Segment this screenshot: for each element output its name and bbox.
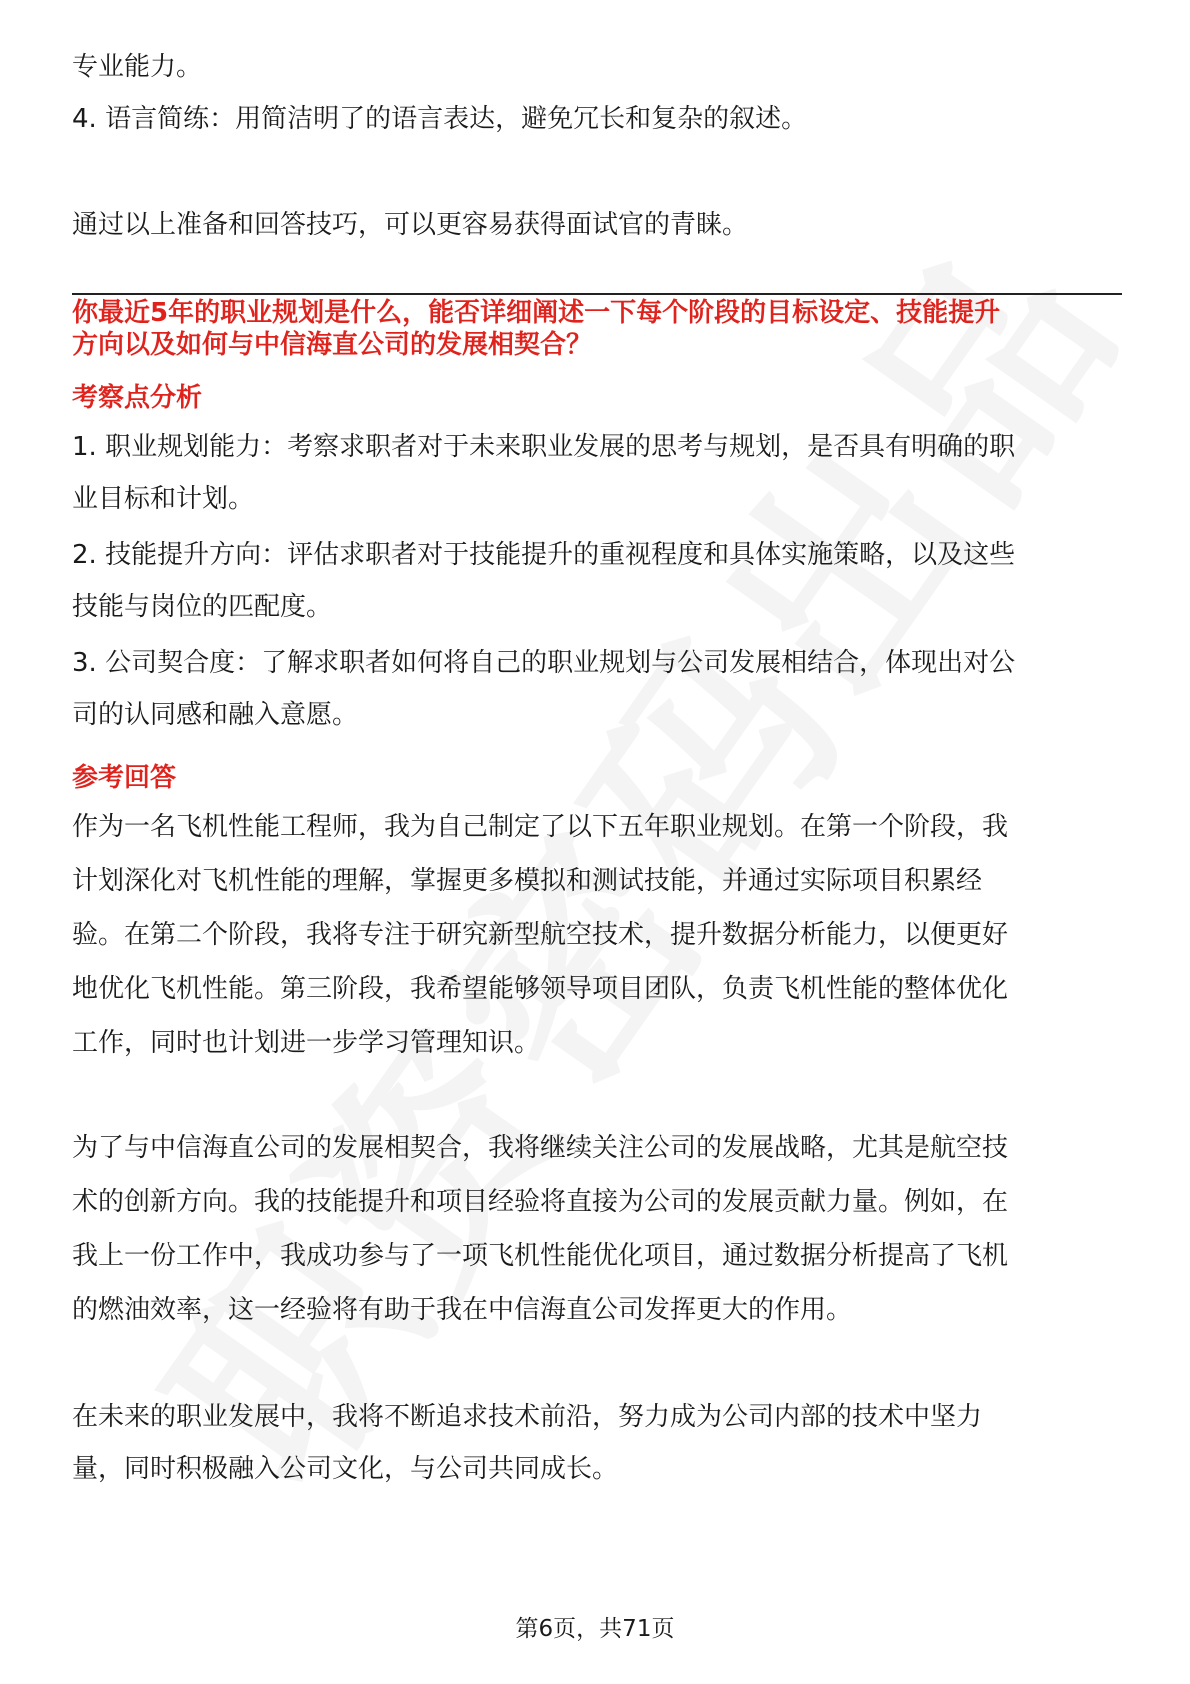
answer-p1-line: 计划深化对飞机性能的理解，掌握更多模拟和测试技能，并通过实际项目积累经 — [72, 866, 983, 896]
answer-p2-line: 的燃油效率，这一经验将有助于我在中信海直公司发挥更大的作用。 — [72, 1295, 853, 1325]
analysis-item-1: 1. 职业规划能力：考察求职者对于未来职业发展的思考与规划，是否具有明确的职 — [72, 432, 1016, 462]
page-number: 第6页，共71页 — [515, 1616, 675, 1642]
analysis-item-3-cont: 司的认同感和融入意愿。 — [72, 700, 359, 730]
answer-p3-line: 量，同时积极融入公司文化，与公司共同成长。 — [72, 1454, 619, 1484]
answer-p1-line: 地优化飞机性能。第三阶段，我希望能够领导项目团队，负责飞机性能的整体优化 — [72, 974, 1009, 1004]
question-title-line2: 方向以及如何与中信海直公司的发展相契合？ — [72, 330, 593, 360]
summary-line: 通过以上准备和回答技巧，可以更容易获得面试官的青睐。 — [72, 210, 749, 240]
text-line: 专业能力。 — [72, 52, 203, 82]
divider — [72, 293, 1122, 295]
question-title-line1: 你最近5年的职业规划是什么，能否详细阐述一下每个阶段的目标设定、技能提升 — [72, 298, 1001, 328]
answer-heading: 参考回答 — [72, 763, 177, 793]
list-item-4: 4. 语言简练：用简洁明了的语言表达，避免冗长和复杂的叙述。 — [72, 104, 808, 134]
analysis-item-2: 2. 技能提升方向：评估求职者对于技能提升的重视程度和具体实施策略，以及这些 — [72, 540, 1016, 570]
answer-p1-line: 验。在第二个阶段，我将专注于研究新型航空技术，提升数据分析能力，以便更好 — [72, 920, 1009, 950]
answer-p1-line: 工作，同时也计划进一步学习管理知识。 — [72, 1028, 541, 1058]
answer-p3-line: 在未来的职业发展中，我将不断追求技术前沿，努力成为公司内部的技术中坚力 — [72, 1402, 983, 1432]
answer-p2-line: 术的创新方向。我的技能提升和项目经验将直接为公司的发展贡献力量。例如，在 — [72, 1187, 1009, 1217]
analysis-item-1-cont: 业目标和计划。 — [72, 484, 255, 514]
analysis-heading: 考察点分析 — [72, 383, 203, 413]
analysis-item-3: 3. 公司契合度：了解求职者如何将自己的职业规划与公司发展相结合，体现出对公 — [72, 648, 1016, 678]
answer-p2-line: 我上一份工作中，我成功参与了一项飞机性能优化项目，通过数据分析提高了飞机 — [72, 1241, 1009, 1271]
answer-p2-line: 为了与中信海直公司的发展相契合，我将继续关注公司的发展战略，尤其是航空技 — [72, 1133, 1009, 1163]
answer-p1-line: 作为一名飞机性能工程师，我为自己制定了以下五年职业规划。在第一个阶段，我 — [72, 812, 1009, 842]
document-page — [72, 0, 1122, 1684]
analysis-item-2-cont: 技能与岗位的匹配度。 — [72, 592, 333, 622]
